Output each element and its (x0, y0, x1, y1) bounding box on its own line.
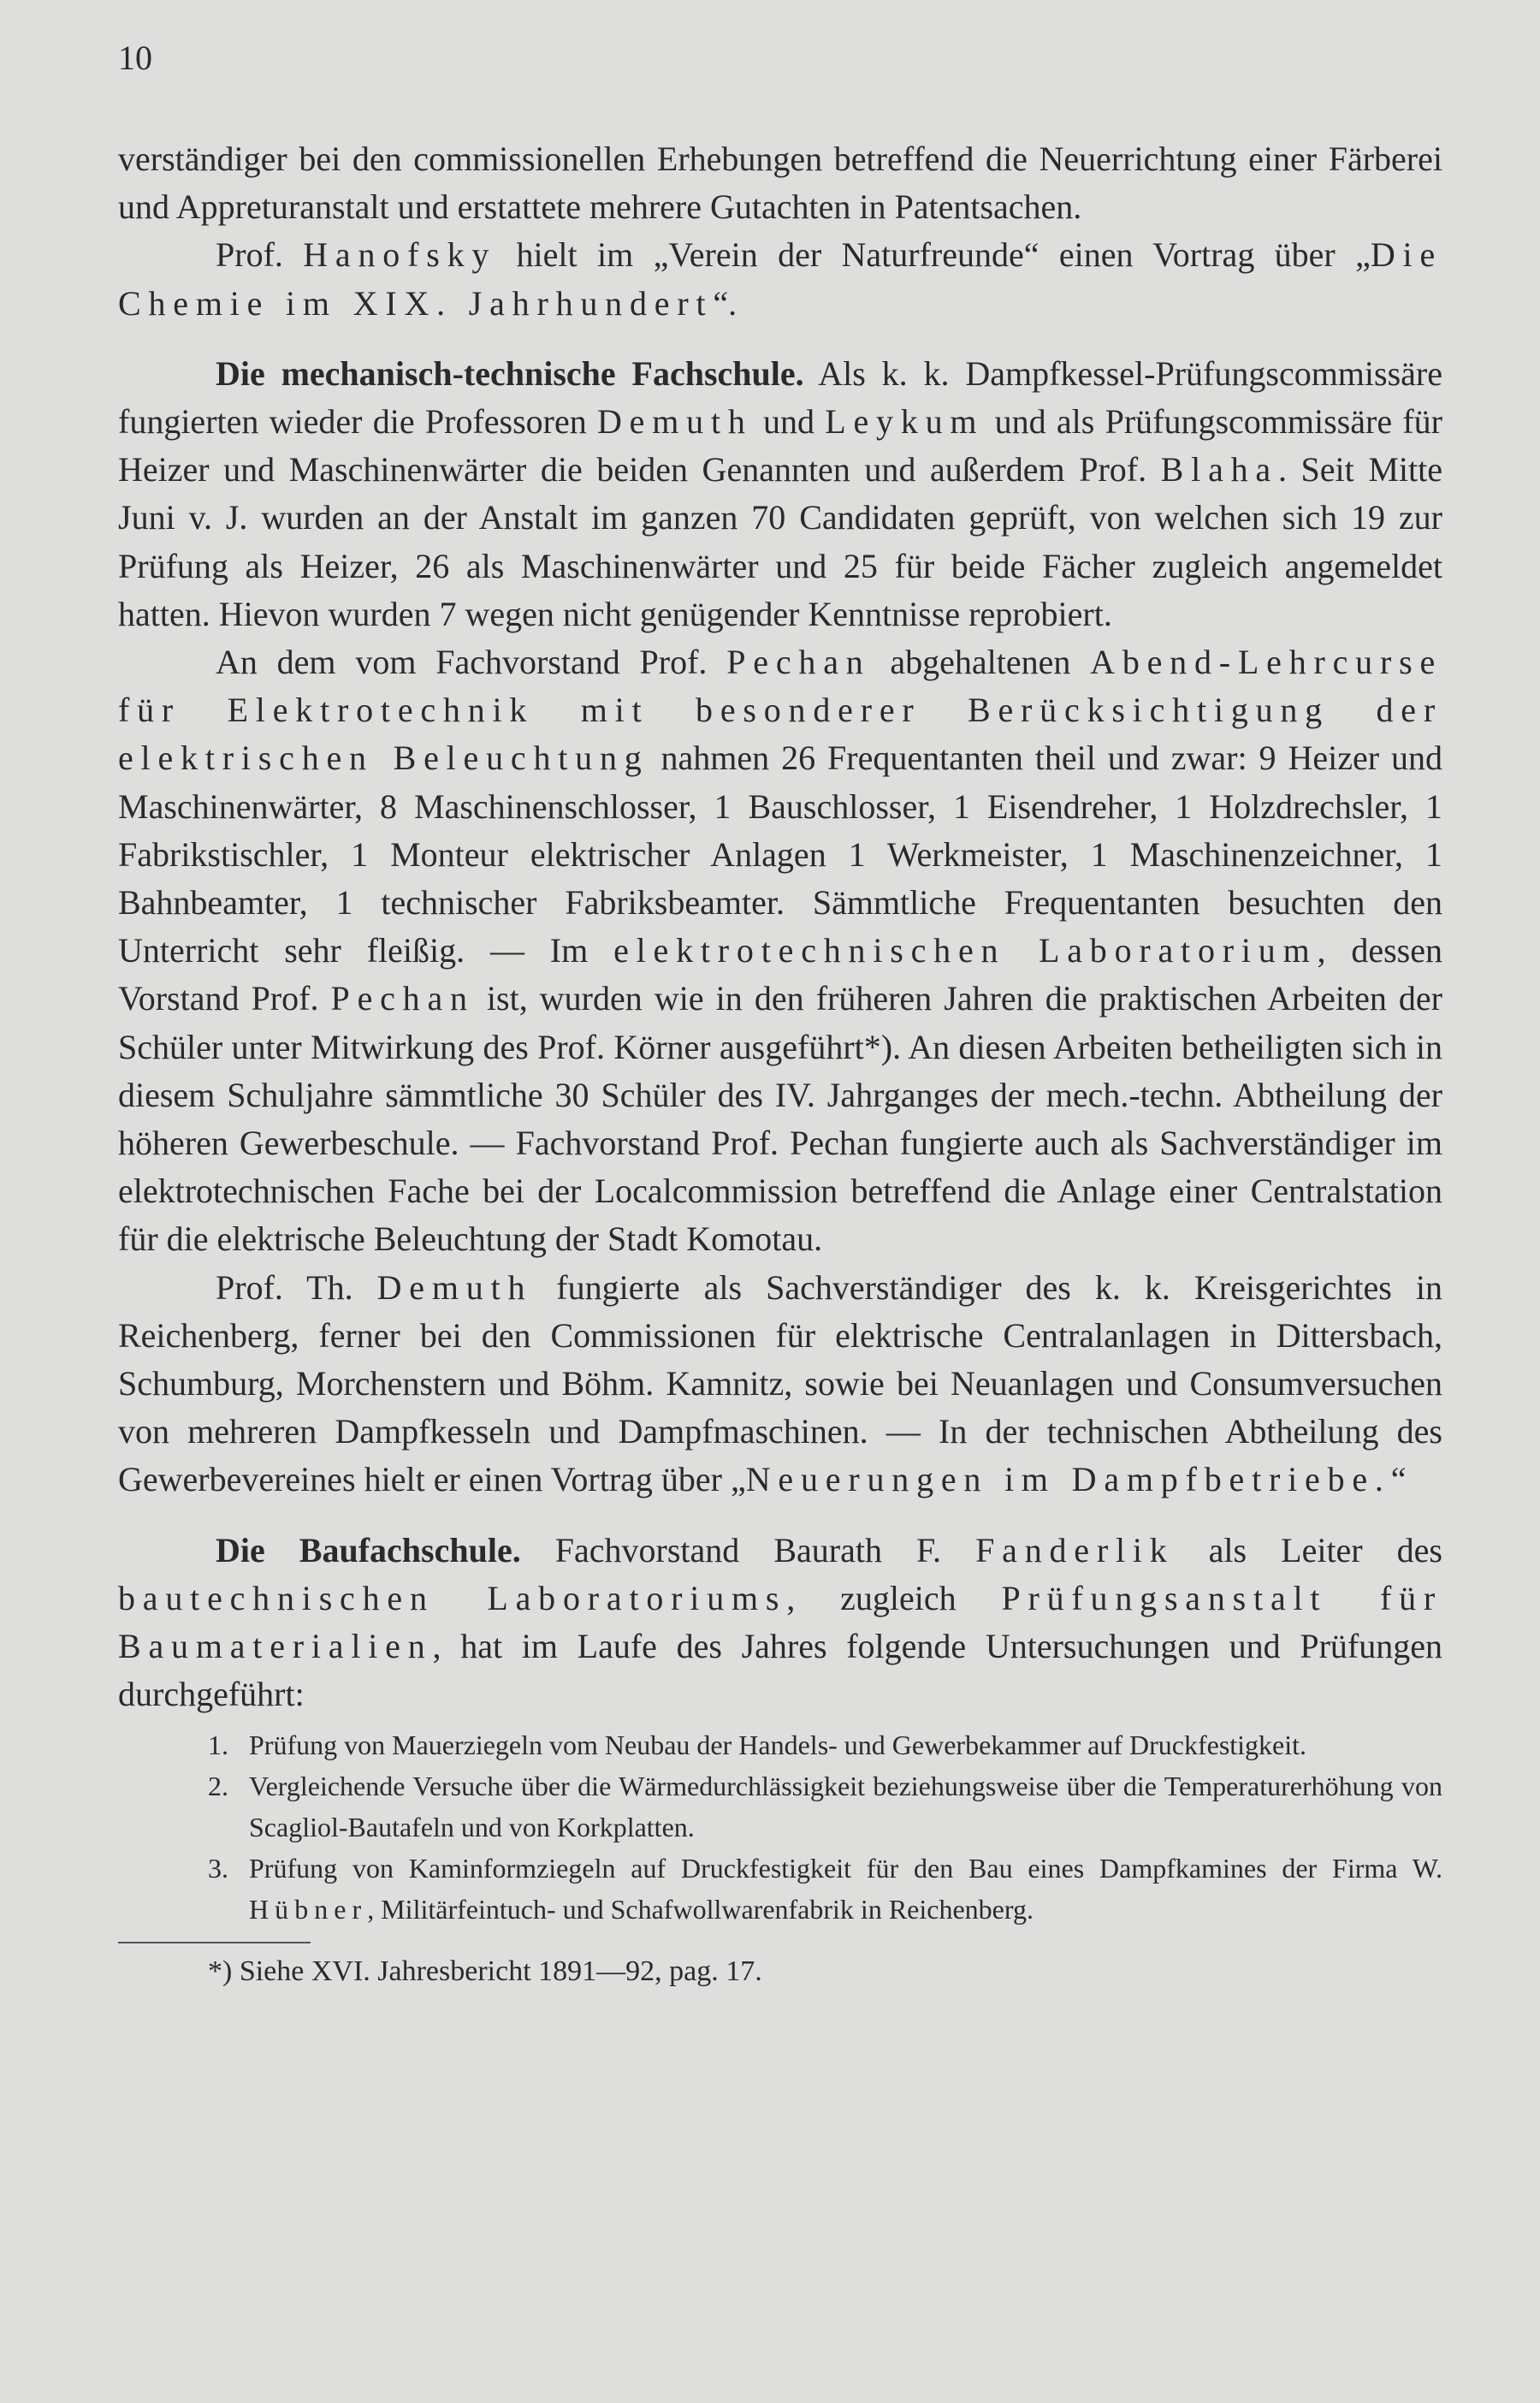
list-number: 3. (208, 1852, 228, 1884)
paragraph-1: verständiger bei den commissionellen Erhebungen betreffend die Neuerrichtung einer Färberei und Appreturanstalt und erstattete mehrere Gutachten in Patentsachen. (118, 139, 1442, 227)
page-number: 10 (118, 39, 152, 77)
list-text: Prüfung von Mauerziegeln vom Neubau der Handels- und Gewerbekammer auf Druckfestigkeit. (249, 1729, 1307, 1760)
list-item (118, 1848, 1442, 1930)
page-body (118, 135, 1442, 1991)
text: Fachvorstand Baurath F. (520, 1530, 976, 1569)
paragraph-4 (118, 638, 1442, 1264)
spaced-phrase: elektrotechnischen Laboratorium (613, 931, 1318, 970)
spaced-phrase: Abend-Lehrcurse für Elektrotechnik mit besonderer Berücksichtigung der elektrischen Beleuchtung (118, 643, 1443, 778)
text: hielt im „Verein der Naturfreunde“ einen Vortrag über „ (496, 235, 1371, 275)
examination-list (118, 1724, 1442, 1930)
text: Prof. (216, 235, 304, 275)
person-name: Pechan (726, 643, 871, 682)
text: . Seit Mitte Juni v. J. wurden an der Anstalt im ganzen 70 Candidaten geprüft, von welchen sich 19 zur Prüfung als Heizer, 26 als Maschinenwärter und 25 für beide Fächer zugleich angemeldet hatten. Hievon wurden 7 wegen nicht genügender Kenntnisse reprobiert. (118, 450, 1443, 633)
text: abgehaltenen (870, 643, 1091, 682)
text: ist, wurden wie in den früheren Jahren die praktischen Arbeiten der Schüler unter Mitwirkung des Prof. Körner ausgeführt*). An diesen Arbeiten betheiligten sich in diesem Schuljahre sämmtliche 30 Schüler des IV. Jahrganges der mech.-techn. Abtheilung der höheren Gewerbeschule. — Fachvorstand Prof. Pechan fungierte auch als Sachverständiger im elektrotechnischen Fache bei der Localcommission betreffend die Anlage einer Centralstation für die elektrische Beleuchtung der Stadt Komotau. (118, 979, 1442, 1259)
list-text: , Militärfeintuch- und Schafwollwarenfabrik in Reichenberg. (367, 1893, 1034, 1925)
person-name: Demuth (597, 402, 753, 442)
person-name: Hübner (249, 1893, 368, 1925)
person-name: Leykum (825, 402, 985, 442)
text: Prof. Th. (216, 1267, 377, 1307)
list-item (118, 1765, 1442, 1848)
list-number: 1. (208, 1729, 228, 1760)
person-name: Demuth (376, 1267, 533, 1307)
text: “ (1390, 1460, 1407, 1499)
text: Als k. k. Dampfkessel-Prüfungscommissäre fungierten wieder die Professoren (118, 353, 1442, 442)
lecture-title: Die Chemie im XIX. Jahrhundert (118, 235, 1443, 323)
person-name: Blaha (1160, 450, 1278, 490)
paragraph-5 (118, 1264, 1442, 1504)
spaced-phrase: Prüfungsanstalt für Baumaterialien (118, 1578, 1442, 1666)
text: , dessen Vorstand Prof. (118, 931, 1442, 1018)
text: , hat im Laufe des Jahres folgende Untersuchungen und Prüfungen durchgeführt: (118, 1627, 1442, 1714)
paragraph-mechanical-school (118, 350, 1442, 638)
section-heading: Die mechanisch-technische Fachschule. (216, 353, 804, 393)
spaced-phrase: bautechnischen Laboratoriums (118, 1578, 787, 1617)
text: An dem vom Fachvorstand Prof. (216, 643, 727, 682)
footnote: *) Siehe XVI. Jahresbericht 1891—92, pag. 17. (208, 1955, 762, 1987)
list-item (118, 1724, 1442, 1765)
paragraph-building-school (118, 1527, 1442, 1719)
section-heading: Die Baufachschule. (216, 1530, 521, 1569)
list-number: 2. (208, 1770, 228, 1801)
spaced-phrase: Neuerungen im Dampfbetriebe. (745, 1460, 1391, 1499)
footnote-rule (118, 1942, 311, 1943)
text: nahmen 26 Frequentanten theil und zwar: 9 Heizer und Maschinenwärter, 8 Maschinenschlosser, 1 Bauschlosser, 1 Eisendreher, 1 Holzdrechsler, 1 Fabrikstischler, 1 Monteur elektrischer Anlagen 1 Werkmeister, 1 Maschinenzeichner, 1 Bahnbeamter, 1 technischer Fabriksbeamter. Sämmtliche Frequentanten besuchten den Unterricht sehr fleißig. — Im (118, 739, 1442, 970)
list-text: Vergleichende Versuche über die Wärmedurchlässigkeit beziehungsweise über die Temperaturerhöhung von Scagliol-Bautafeln und von Korkplatten. (249, 1770, 1442, 1842)
text: , zugleich (786, 1578, 1002, 1617)
paragraph-2 (118, 231, 1442, 327)
text: “. (713, 283, 737, 323)
text: als Leiter des (1174, 1530, 1442, 1569)
text: und (752, 402, 826, 442)
person-name: Pechan (330, 979, 475, 1018)
list-text: Prüfung von Kaminformziegeln auf Druckfestigkeit für den Bau eines Dampfkamines der Firma W. (249, 1852, 1442, 1884)
text: fungierte als Sachverständiger des k. k. Kreisgerichtes in Reichenberg, ferner bei den Commissionen für elektrische Centralanlagen in Dittersbach, Schumburg, Morchenstern und Böhm. Kamnitz, sowie bei Neuanlagen und Consumversuchen von mehreren Dampfkesseln und Dampfmaschinen. — In der technischen Abtheilung des Gewerbevereines hielt er einen Vortrag über „ (118, 1267, 1442, 1499)
text: und als Prüfungscommissäre für Heizer und Maschinenwärter die beiden Genannten und außerdem Prof. (118, 402, 1442, 490)
person-name: Fanderlik (975, 1530, 1175, 1569)
person-name: Hanofsky (303, 235, 497, 275)
